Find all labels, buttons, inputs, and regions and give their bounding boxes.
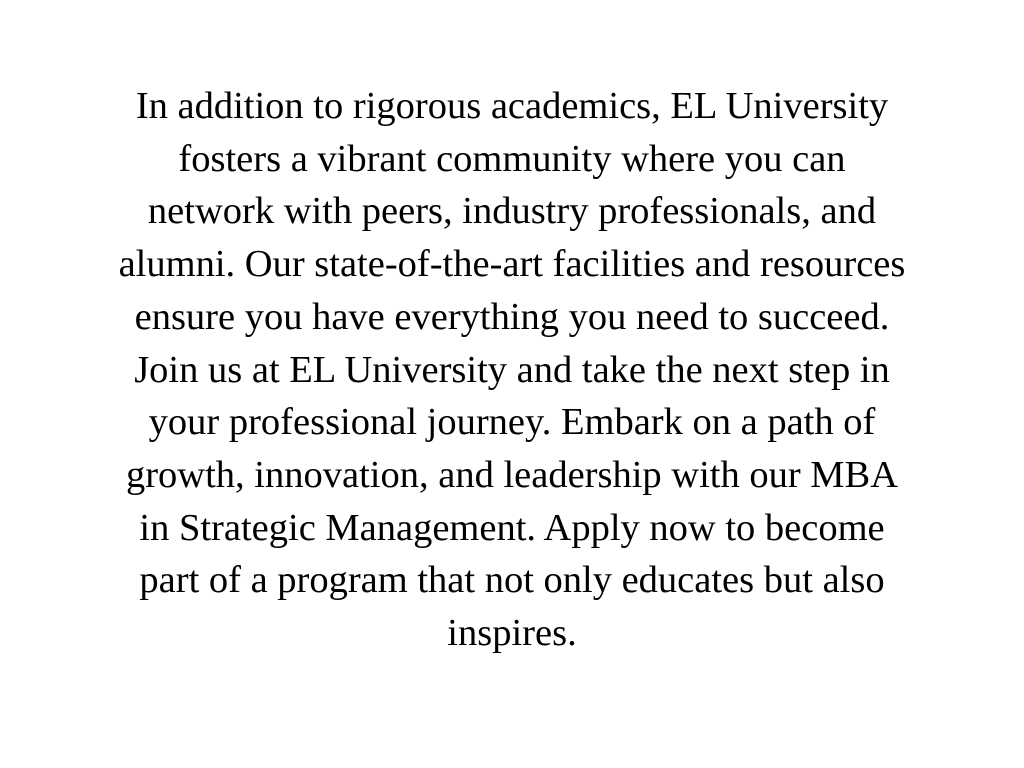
- body-text-line: alumni. Our state-of-the-art facilities and resources: [118, 243, 906, 286]
- body-text-line: growth, innovation, and leadership with our MBA: [125, 453, 899, 496]
- body-text-line: in Strategic Management. Apply now to become: [139, 506, 885, 549]
- body-text-line: In addition to rigorous academics, EL University: [135, 85, 889, 127]
- body-text-line: your professional journey. Embark on a path of: [148, 401, 876, 444]
- body-text-line: fosters a vibrant community where you can: [178, 137, 846, 180]
- body-text-line: inspires.: [447, 612, 577, 655]
- slide-body-text: [20, 80, 1004, 660]
- body-text-line: network with peers, industry professionals, and: [147, 190, 877, 233]
- body-text-line: Join us at EL University and take the next step in: [134, 348, 890, 391]
- body-text-line: ensure you have everything you need to succeed.: [134, 295, 890, 338]
- body-text-line: part of a program that not only educates but also: [139, 559, 885, 602]
